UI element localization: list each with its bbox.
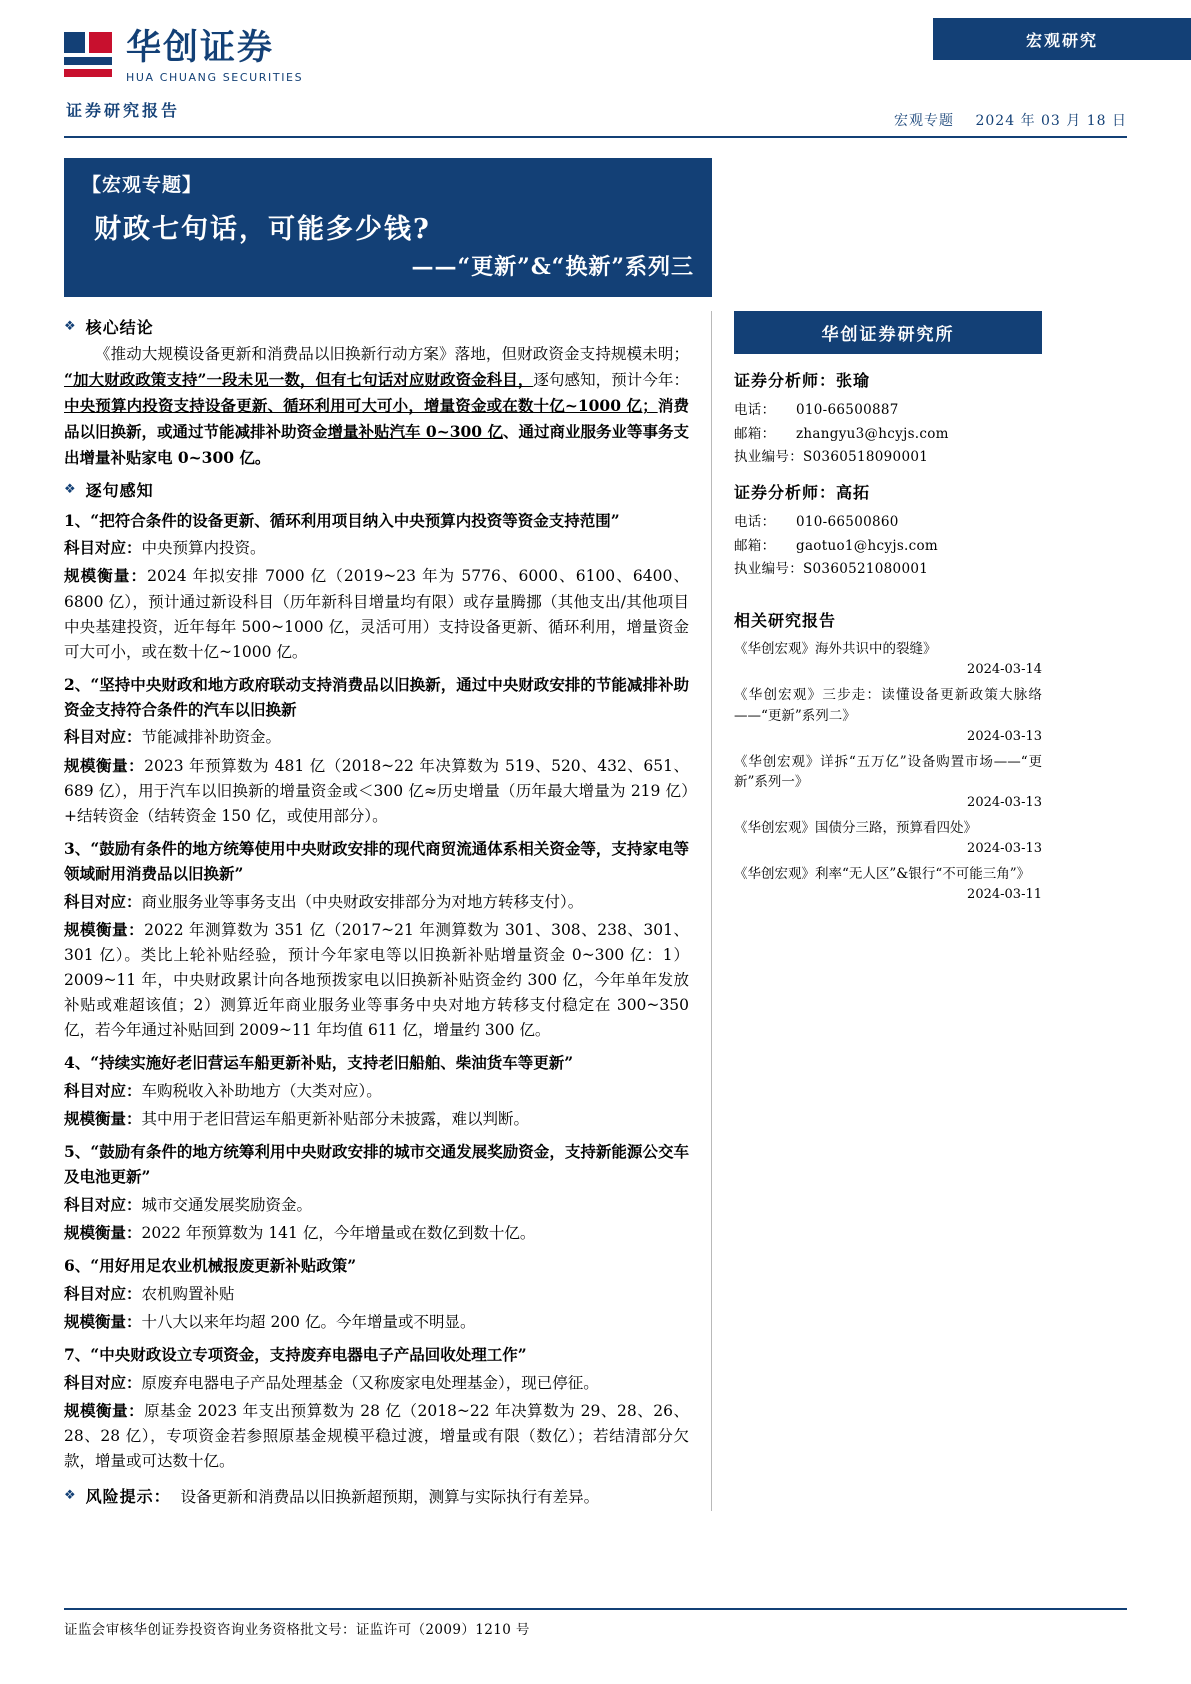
item-scale [64,1220,689,1246]
analyst-phone [734,399,1042,423]
email-label: 邮箱： [734,537,776,554]
scale-value: 2022 年预算数为 141 亿，今年增量或在数亿到数十亿。 [141,1223,536,1242]
item-subject [64,724,689,750]
item-subject [64,535,689,561]
item-title: 3、“鼓励有条件的地方统筹使用中央财政安排的现代商贸流通体系相关资金等，支持家电等领域耐用消费品以旧换新” [64,838,689,883]
list-item [64,1140,689,1246]
item-scale [64,917,689,1044]
scale-key: 规模衡量： [64,1109,142,1129]
list-item [64,673,689,829]
scale-value: 2023 年预算数为 481 亿（2018~22 年决算数为 519、520、432、651、689 亿），用于汽车以旧换新的增量资金或＜300 亿≈历史增量（历年最大增量为 219 亿）+结转资金（结转资金 150 亿，或使用部分）。 [64,756,689,825]
subject-key: 科目对应： [64,1283,142,1303]
risk-heading [64,1484,689,1507]
scale-key: 规模衡量： [64,566,148,586]
related-report-item[interactable] [734,752,1042,811]
scale-key: 规模衡量： [64,1311,142,1331]
subject-value: 车购税收入补助地方（大类对应）。 [141,1081,382,1100]
list-item [64,1254,689,1335]
main-content [64,311,712,1511]
page-title: 财政七句话，可能多少钱? [94,214,431,245]
subject-value: 中央预算内投资。 [141,539,266,558]
subject-value: 商业服务业等事务支出（中央财政安排部分为对地方转移支付）。 [141,892,584,911]
item-subject [64,1192,689,1218]
scale-key: 规模衡量： [64,755,145,775]
item-scale [64,1309,689,1335]
title-banner [64,158,712,297]
item-title: 2、“坚持中央财政和地方政府联动支持消费品以旧换新，通过中央财政安排的节能减排补助资金支持符合条件的汽车以旧换新 [64,674,689,719]
item-title: 1、“把符合条件的设备更新、循环利用项目纳入中央预算内投资等资金支持范围” [64,510,620,530]
logo-mark-icon [64,32,112,80]
diamond-bullet-icon: ❖ [64,319,76,334]
license-value: S0360518090001 [803,449,929,466]
subject-key: 科目对应： [64,1372,142,1392]
phone-label: 电话： [734,513,776,530]
analyst-email [734,423,1042,447]
risk-text: 设备更新和消费品以旧换新超预期，测算与实际执行有差异。 [180,1487,600,1506]
scale-key: 规模衡量： [64,1400,145,1420]
top-category-tab: 宏观研究 [933,18,1191,60]
phone-value: 010-66500860 [796,513,899,530]
related-report-date: 2024-03-13 [967,841,1042,857]
subject-value: 城市交通发展奖励资金。 [141,1195,313,1214]
diamond-bullet-icon: ❖ [64,481,76,497]
list-item [64,837,689,1043]
item-scale [64,1106,689,1132]
core-conclusion-heading [64,315,689,338]
item-title: 5、“鼓励有条件的地方统筹利用中央财政安排的城市交通发展奖励资金，支持新能源公交车及电池更新” [64,1142,689,1186]
related-report-item[interactable] [734,685,1042,744]
core-text-2: “加大财政政策支持”一段未见一数，但有七句话对应财政资金科目， [64,370,534,390]
subject-key: 科目对应： [64,1080,142,1100]
scale-value: 2022 年测算数为 351 亿（2017~21 年测算数为 301、308、238、301、301 亿）。类比上轮补贴经验，预计今年家电等以旧换新补贴增量资金 0~300 亿：1）2009~11 年，中央财政累计向各地预拨家电以旧换新补贴资金约 300 亿，今年单年发放补贴或难超该值；2）测算近年商业服务业等事务中央对地方转移支付稳定在 300~350 亿，若今年通过补贴回到 2009~11 年均值 611 亿，增量约 300 亿。 [64,920,689,1040]
page-header [64,0,1127,148]
list-item [64,1343,689,1474]
item-subject [64,889,689,915]
item-scale [64,563,689,664]
page-footer [64,1608,1127,1638]
related-report-item[interactable] [734,818,1042,856]
core-text-6: 增量补贴汽车 0~300 亿 [327,422,503,442]
scale-value: 原基金 2023 年支出预算数为 28 亿（2018~22 年决算数为 29、28、26、28、28 亿），专项资金若参照原基金规模平稳过渡，增量或有限（数亿）；若结清部分欠款，增量或可达数十亿。 [64,1401,689,1471]
meta-date: 2024 年 03 月 18 日 [975,113,1127,129]
subject-value: 节能减排补助资金。 [141,728,282,747]
related-reports-heading: 相关研究报告 [734,610,837,630]
core-conclusion-paragraph [64,342,689,472]
logo-name-cn: 华创证券 [126,28,275,68]
subject-key: 科目对应： [64,727,142,747]
core-conclusion-label: 核心结论 [85,318,154,337]
subject-key: 科目对应： [64,538,142,558]
license-value: S0360521080001 [803,561,929,578]
core-text-4: 中央预算内投资支持设备更新、循环利用可大可小，增量资金或在数十亿~1000 亿； [64,396,658,416]
scale-value: 其中用于老旧营运车船更新补贴部分未披露，难以判断。 [141,1110,530,1129]
page-subtitle: ——“更新”&“换新”系列三 [411,254,694,280]
subject-value: 农机购置补贴 [141,1284,235,1303]
license-label: 执业编号： [734,449,803,466]
analyst-block [734,480,1042,582]
related-report-title[interactable]: 《华创宏观》详拆“五万亿”设备购置市场——“更新”系列一》 [734,753,1042,791]
header-divider [64,136,1127,138]
phone-value: 010-66500887 [796,402,899,418]
scale-value: 2024 年拟安排 7000 亿（2019~23 年为 5776、6000、6100、6400、6800 亿），预计通过新设科目（历年新科目增量均有限）或存量腾挪（其他支出/其他项目中央基建投资，近年每年 500~1000 亿，灵活可用）支持设备更新、循环利用，增量资金可大可小，或在数十亿~1000 亿。 [64,567,689,661]
license-label: 执业编号： [734,561,803,578]
scale-key: 规模衡量： [64,1222,142,1242]
email-label: 邮箱： [734,425,776,442]
meta-category: 宏观专题 [894,113,955,129]
item-subject [64,1370,689,1396]
related-report-title[interactable]: 《华创宏观》海外共识中的裂缝》 [734,640,937,657]
list-item [64,509,689,665]
report-type-label: 证券研究报告 [66,101,181,120]
related-report-item[interactable] [734,639,1042,677]
scale-value: 十八大以来年均超 200 亿。今年增量或不明显。 [141,1312,476,1331]
related-report-title[interactable]: 《华创宏观》三步走：读懂设备更新政策大脉络——“更新”系列二》 [734,686,1042,724]
header-meta [878,110,1127,130]
related-report-date: 2024-03-13 [967,795,1042,811]
core-text-3: 逐句感知，预计今年： [533,371,689,390]
analyst-phone [734,511,1042,535]
related-report-title[interactable]: 《华创宏观》国债分三路，预算看四处》 [734,820,977,837]
subject-value: 原废弃电器电子产品处理基金（又称废家电处理基金），现已停征。 [141,1373,599,1392]
item-title: 6、“用好用足农业机械报废更新补贴政策” [64,1256,357,1275]
item-scale [64,1398,689,1474]
institute-banner: 华创证券研究所 [734,311,1042,354]
analyst-email [734,535,1042,559]
related-report-date: 2024-03-14 [967,661,1042,677]
diamond-bullet-icon: ❖ [64,1488,76,1504]
scale-key: 规模衡量： [64,919,145,939]
footer-divider [64,1608,1127,1610]
related-report-item[interactable] [734,864,1042,902]
analyst-name: 证券分析师：高拓 [734,482,871,502]
subject-key: 科目对应： [64,1194,142,1214]
core-text-1: 《推动大规模设备更新和消费品以旧换新行动方案》落地，但财政资金支持规模未明； [95,345,689,363]
risk-label: 风险提示： [85,1487,171,1507]
phone-label: 电话： [734,402,776,418]
related-report-date: 2024-03-13 [967,728,1042,744]
subject-key: 科目对应： [64,891,142,911]
email-value[interactable]: zhangyu3@hcyjs.com [796,425,949,442]
logo-name-en: HUA CHUANG SECURITIES [126,71,304,84]
related-report-title[interactable]: 《华创宏观》利率“无人区”&银行“不可能三角”》 [734,866,1031,883]
brand-logo [64,28,1127,84]
analyst-name: 证券分析师：张瑜 [734,371,871,390]
item-scale [64,753,689,829]
footer-disclaimer: 证监会审核华创证券投资咨询业务资格批文号：证监许可（2009）1210 号 [64,1622,530,1638]
title-kicker: 【宏观专题】 [82,174,203,196]
analyst-block [734,368,1042,470]
detail-heading [64,478,689,501]
detail-label: 逐句感知 [85,480,154,500]
item-title: 4、“持续实施好老旧营运车船更新补贴，支持老旧船舶、柴油货车等更新” [64,1053,574,1073]
core-text-5: 消费品以旧换新，或通过节能减排补助资金 [64,396,689,442]
analyst-license [734,558,1042,582]
core-text-7: 、通过商业服务业等事务支出增量补贴家电 0~300 亿。 [64,422,689,468]
email-value[interactable]: gaotuo1@hcyjs.com [796,537,939,554]
list-item [64,1051,689,1132]
sidebar [712,311,1042,910]
analyst-license [734,446,1042,470]
related-report-date: 2024-03-11 [967,887,1042,903]
item-subject [64,1078,689,1104]
item-subject [64,1281,689,1307]
item-title: 7、“中央财政设立专项资金，支持废弃电器电子产品回收处理工作” [64,1345,527,1365]
